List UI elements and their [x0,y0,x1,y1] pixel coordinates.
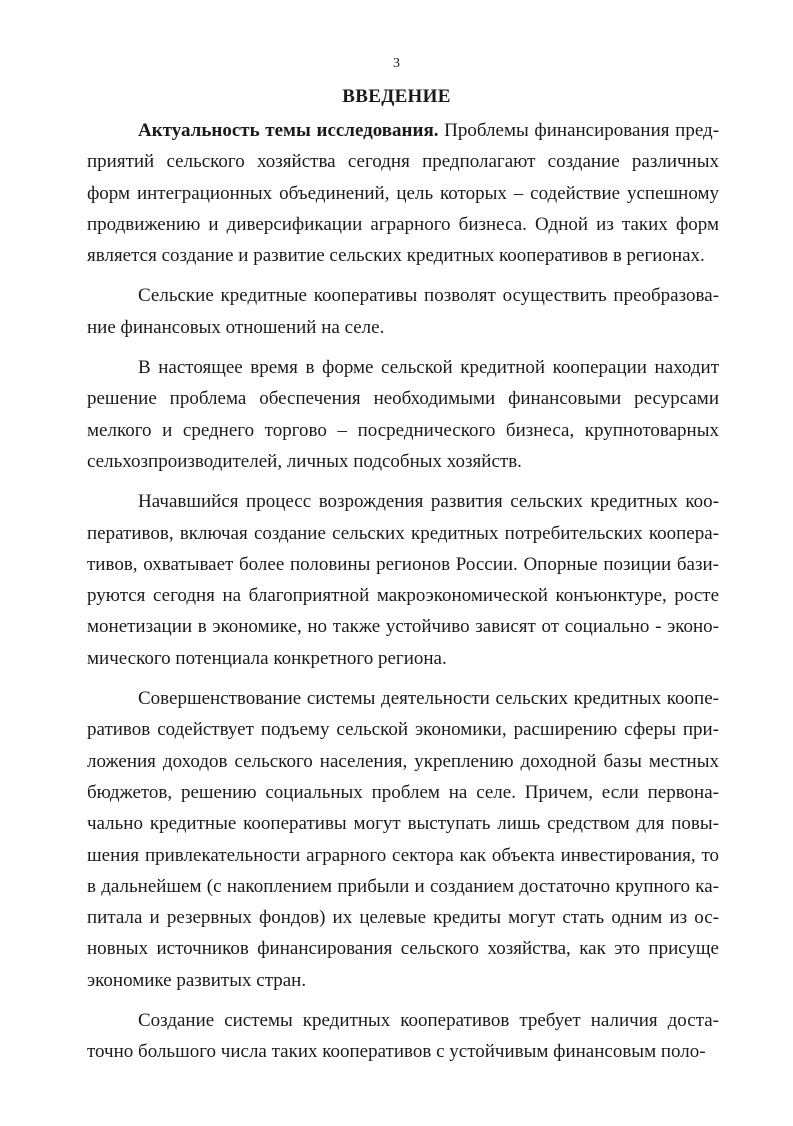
paragraph-text: Проблемы финансирования предприятий сельского хозяйства сегодня предполагают создание различных форм интеграционных объединений, цель которых – содействие успешному продвижению и диверсификации аграрного бизнеса. Одной из таких форм является создание и развитие сельских кредитных кооперативов в регионах. [87,120,720,267]
page-number: 3 [393,56,400,71]
paragraph-lead: Актуальность темы исследования. [138,120,439,141]
paragraph-relevance [87,115,719,271]
paragraph: Начавшийся процесс возрождения развития сельских кредитных кооперативов, включая создание сельских кредитных потребительских кооперативов, охватывает более половины регионов России. Опорные позиции базируются сегодня на благоприятной макроэкономической конъюнктуре, росте монетизации в экономике, но также устойчиво зависят от социально - экономического потенциала конкретного региона. [87,491,719,669]
paragraph: Сельские кредитные кооперативы позволят осуществить преобразование финансовых отношений на селе. [87,285,719,338]
paragraph: Совершенствование системы деятельности сельских кредитных кооперативов содействует подъему сельской экономики, расширению сферы приложения доходов сельского населения, укреплению доходной базы местных бюджетов, решению социальных проблем на селе. Причем, если первоначально кредитные кооперативы могут выступать лишь средством для повышения привлекательности аграрного сектора как объекта инвестирования, то в дальнейшем (с накоплением прибыли и созданием достаточно крупного капитала и резервных фондов) их целевые кредиты могут стать одним из основных источников финансирования сельского хозяйства, как это присуще экономике развитых стран. [87,688,719,991]
document-body [87,115,719,1077]
paragraph: Создание системы кредитных кооперативов требует наличия достаточно большого числа таких кооперативов с устойчивым финансовым поло- [87,1010,719,1063]
page-title: ВВЕДЕНИЕ [342,86,451,107]
paragraph: В настоящее время в форме сельской кредитной кооперации находит решение проблема обеспечения необходимыми финансовыми ресурсами мелкого и среднего торгово – посреднического бизнеса, крупнотоварных сельхозпроизводителей, личных подсобных хозяйств. [87,357,719,472]
